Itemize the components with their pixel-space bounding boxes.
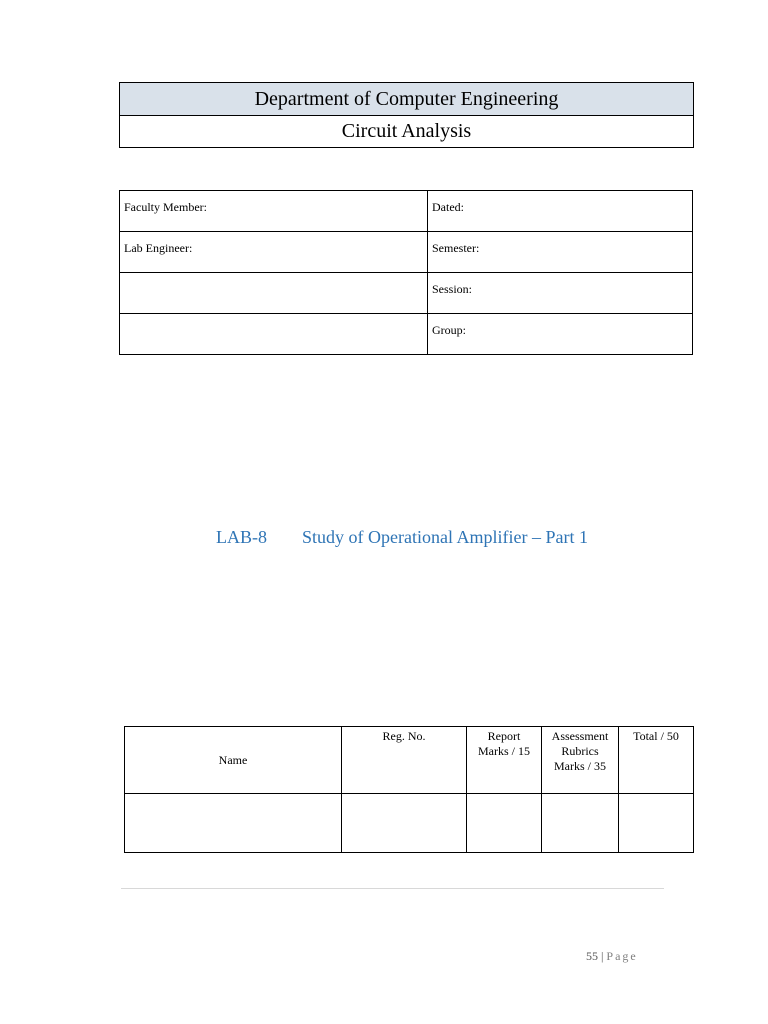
total-header: Total / 50 bbox=[619, 727, 694, 794]
faculty-member-field: Faculty Member: bbox=[120, 191, 428, 232]
lab-engineer-field: Lab Engineer: bbox=[120, 232, 428, 273]
lab-number: LAB-8 bbox=[216, 527, 267, 547]
group-field: Group: bbox=[428, 314, 693, 355]
info-table bbox=[119, 190, 693, 355]
report-marks-header bbox=[467, 727, 542, 794]
info-row bbox=[120, 191, 693, 232]
assessment-marks-header bbox=[542, 727, 619, 794]
page-number bbox=[586, 949, 638, 964]
info-row bbox=[120, 273, 693, 314]
course-title: Circuit Analysis bbox=[120, 116, 694, 148]
name-cell bbox=[125, 794, 342, 853]
department-title: Department of Computer Engineering bbox=[120, 83, 694, 116]
total-cell bbox=[619, 794, 694, 853]
report-marks-cell bbox=[467, 794, 542, 853]
marks-header-row bbox=[125, 727, 694, 794]
info-row bbox=[120, 314, 693, 355]
assessment-line: Rubrics bbox=[561, 744, 599, 758]
assessment-line: Assessment bbox=[551, 729, 609, 743]
page-number-value: 55 bbox=[586, 949, 598, 963]
lab-title-text: Study of Operational Amplifier – Part 1 bbox=[302, 527, 588, 547]
page-separator: | bbox=[601, 949, 604, 963]
lab-heading bbox=[216, 527, 588, 548]
header-table bbox=[119, 82, 694, 148]
name-header: Name bbox=[125, 727, 342, 794]
blank-field bbox=[120, 273, 428, 314]
page-word: Page bbox=[606, 949, 638, 963]
report-marks-line: Marks / 15 bbox=[478, 744, 530, 758]
assessment-line: Marks / 35 bbox=[554, 759, 606, 773]
marks-table bbox=[124, 726, 694, 853]
footer-divider bbox=[121, 888, 664, 889]
blank-field bbox=[120, 314, 428, 355]
session-field: Session: bbox=[428, 273, 693, 314]
reg-no-header: Reg. No. bbox=[342, 727, 467, 794]
semester-field: Semester: bbox=[428, 232, 693, 273]
info-row bbox=[120, 232, 693, 273]
marks-entry-row bbox=[125, 794, 694, 853]
dated-field: Dated: bbox=[428, 191, 693, 232]
report-marks-line: Report bbox=[487, 729, 521, 743]
assessment-marks-cell bbox=[542, 794, 619, 853]
reg-no-cell bbox=[342, 794, 467, 853]
